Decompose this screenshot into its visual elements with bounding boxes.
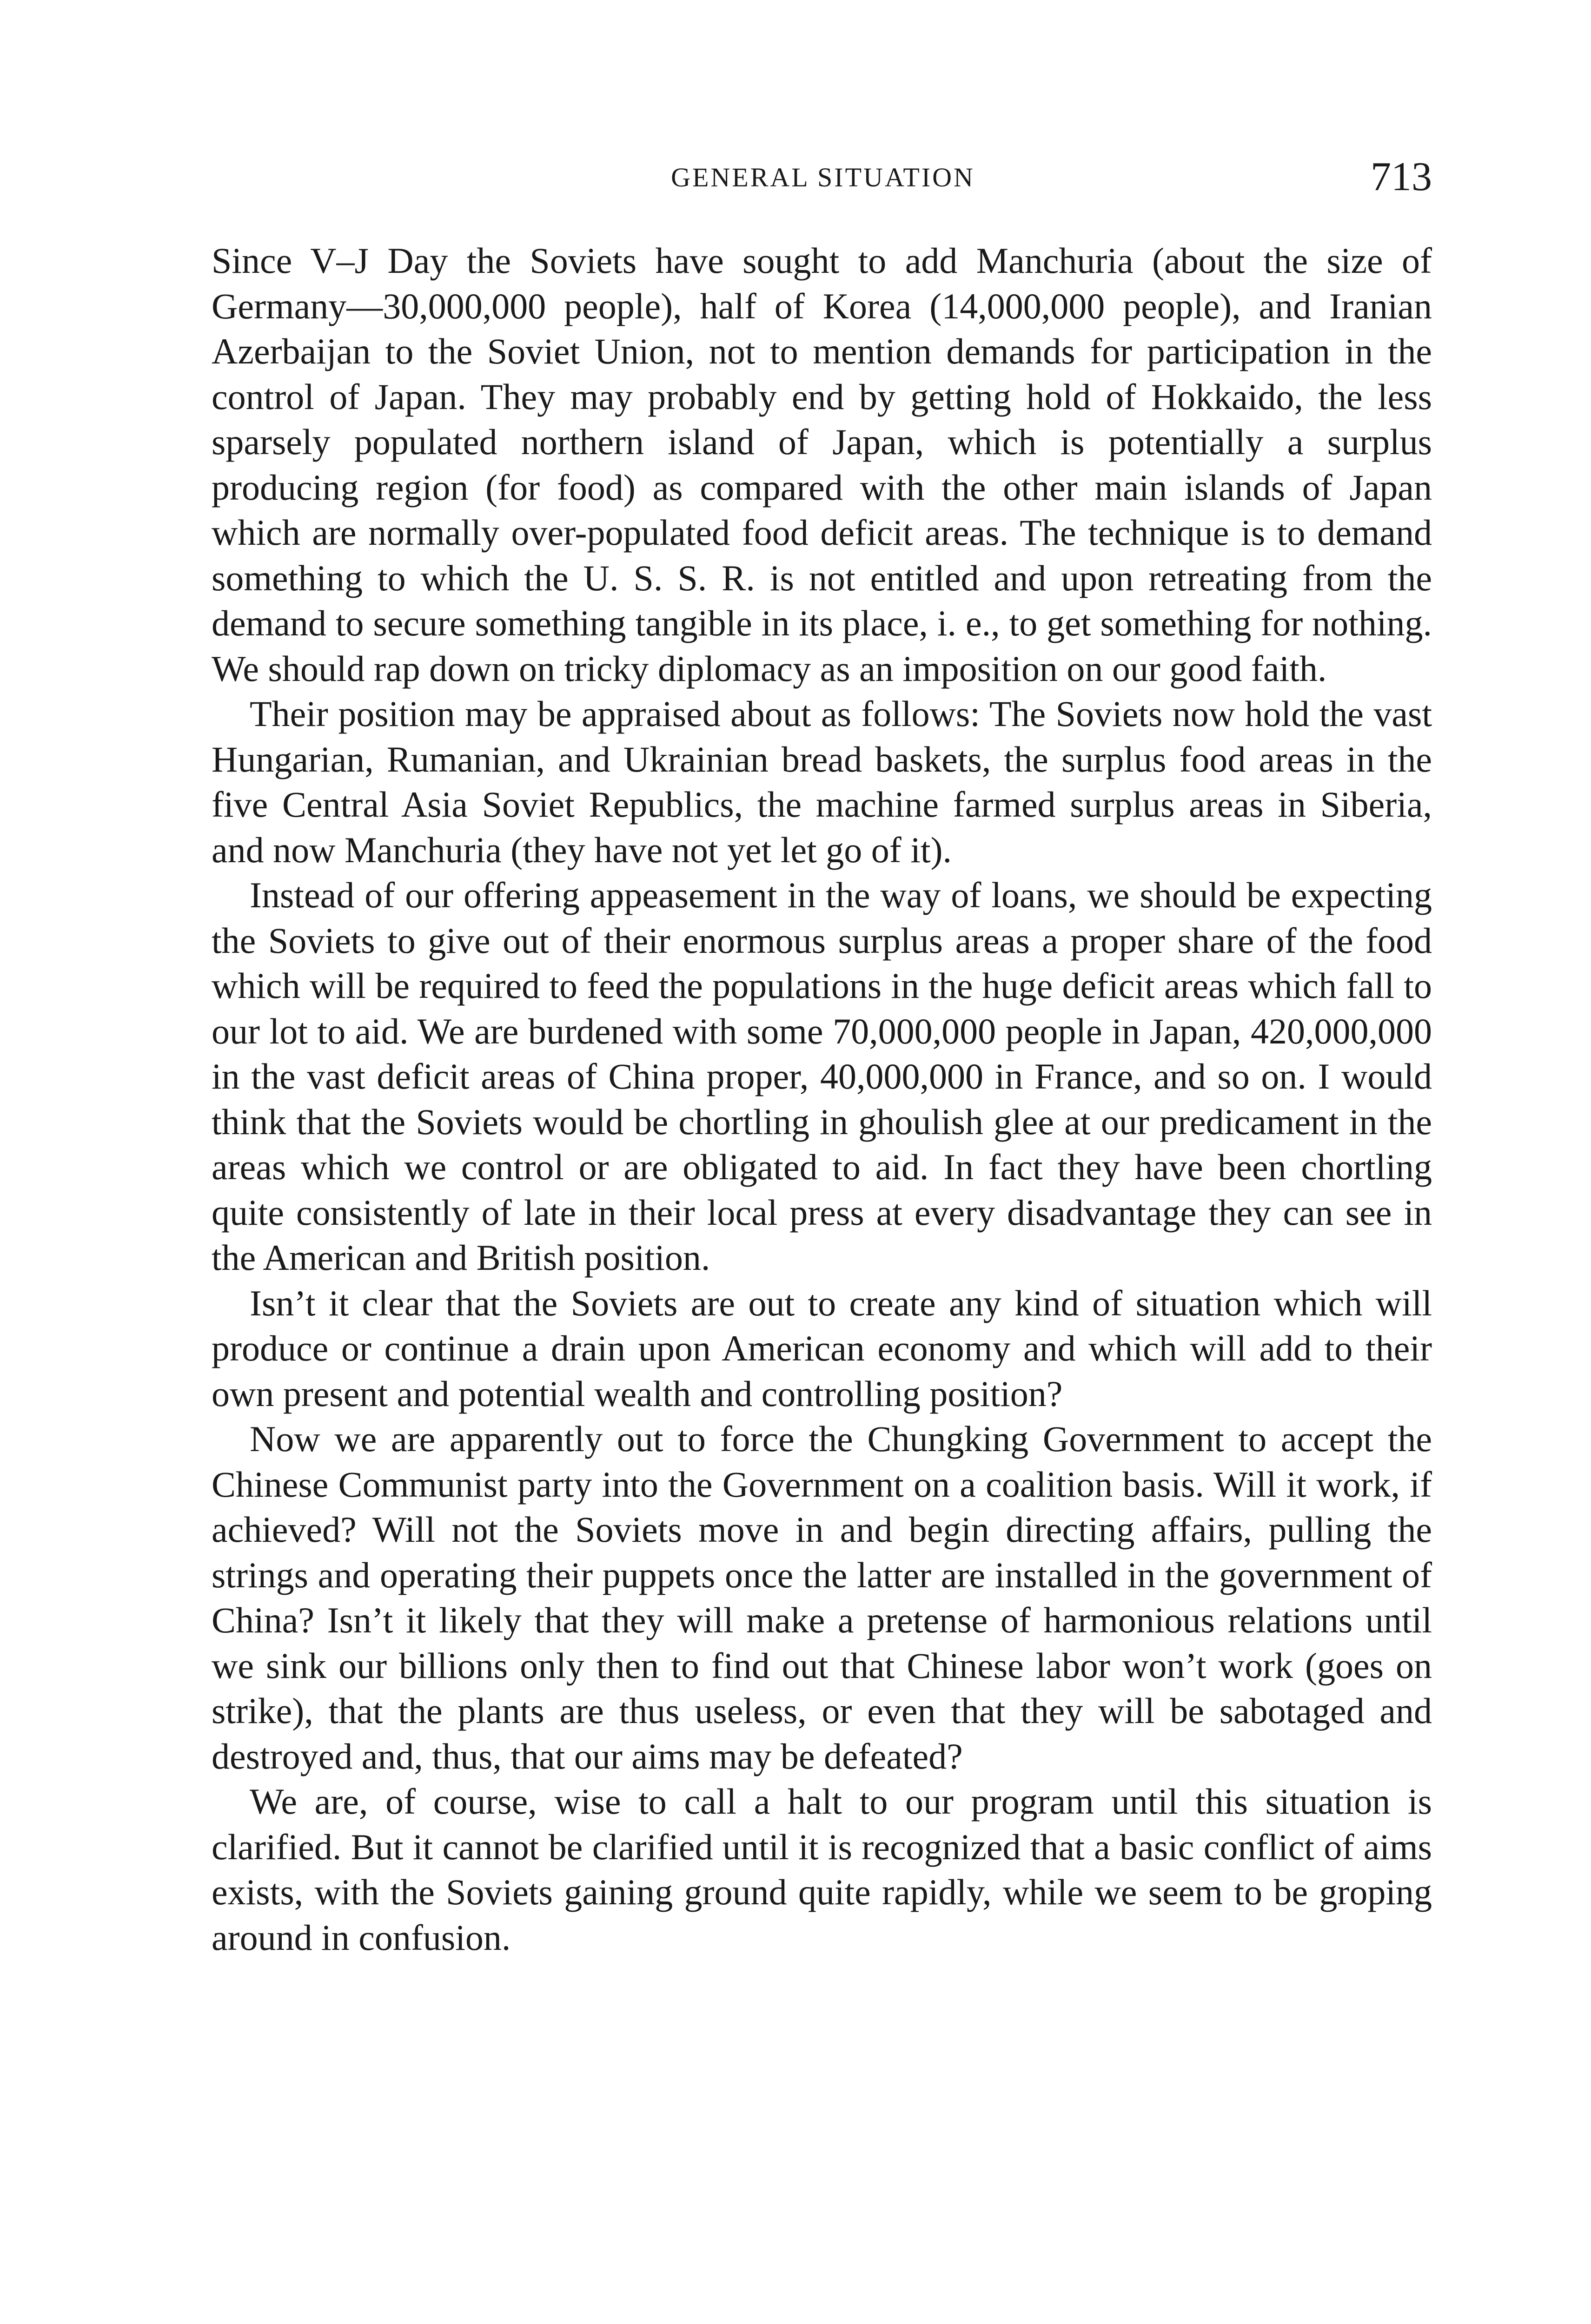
paragraph-1: Since V–J Day the Soviets have sought to add Manchuria (about the size of Germany—30,000,000 people), half of Korea (14,000,000 people), and Iranian Azerbaijan to the Soviet Union, not to mention demands for participation in the control of Japan. They may probably end by getting hold of Hokkaido, the less sparsely populated northern island of Japan, which is potentially a surplus producing region (for food) as compared with the other main islands of Japan which are normally over-populated food deficit areas. The technique is to demand something to which the U. S. S. R. is not entitled and upon retreating from the demand to secure something tangible in its place, i. e., to get something for nothing. We should rap down on tricky diplomacy as an imposition on our good faith. [212,240,1432,689]
paragraph-4: Isn’t it clear that the Soviets are out to create any kind of situation which will produce or continue a drain upon American economy and which will add to their own present and potential wealth and controlling position? [212,1282,1432,1414]
running-title: GENERAL SITUATION [671,162,975,192]
running-header [214,153,1432,205]
body-text [212,238,1432,1960]
paragraph-5: Now we are apparently out to force the Chungking Government to accept the Chinese Communist party into the Government on a coalition basis. Will it work, if achieved? Will not the Soviets move in and begin directing affairs, pulling the strings and operating their puppets once the latter are installed in the government of China? Isn’t it likely that they will make a pretense of harmonious relations until we sink our billions only then to find out that Chinese labor won’t work (goes on strike), that the plants are thus useless, or even that they will be sabotaged and destroyed and, thus, that our aims may be defeated? [212,1419,1432,1776]
paragraph-6: We are, of course, wise to call a halt to our program until this situation is clarified. But it cannot be clarified until it is recognized that a basic conflict of aims exists, with the Soviets gaining ground quite rapidly, while we seem to be groping around in confusion. [212,1781,1432,1958]
paragraph-3: Instead of our offering appeasement in the way of loans, we should be expecting the Soviets to give out of their enormous surplus areas a proper share of the food which will be required to feed the populations in the huge deficit areas which fall to our lot to aid. We are burdened with some 70,000,000 people in Japan, 420,000,000 in the vast deficit areas of China proper, 40,000,000 in France, and so on. I would think that the Soviets would be chortling in ghoulish glee at our predicament in the areas which we control or are obligated to aid. In fact they have been chortling quite consistently of late in their local press at every disadvantage they can see in the American and British position. [212,875,1432,1278]
page-number: 713 [1371,154,1432,199]
paragraph-2: Their position may be appraised about as follows: The Soviets now hold the vast Hungarian, Rumanian, and Ukrainian bread baskets, the surplus food areas in the five Central Asia Soviet Republics, the machine farmed surplus areas in Siberia, and now Manchuria (they have not yet let go of it). [212,693,1432,870]
